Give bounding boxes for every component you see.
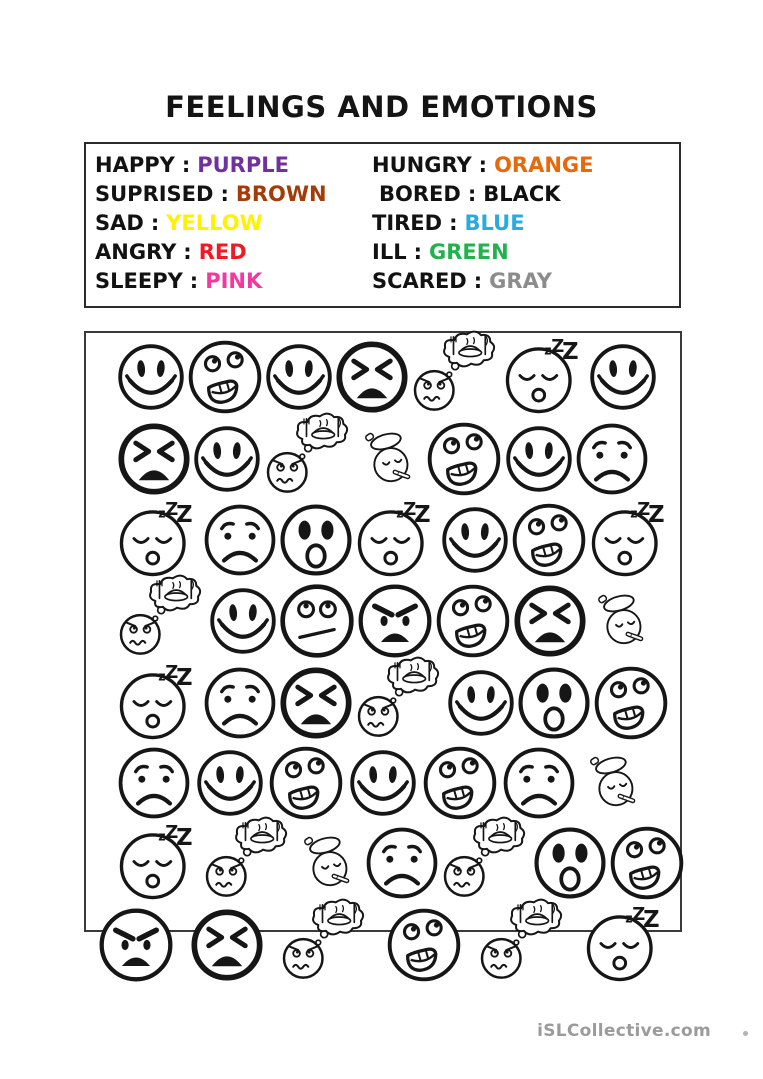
face-scared [421,744,499,822]
face-ill [294,828,364,898]
legend-separator: : [150,211,160,235]
svg-text:z: z [544,342,552,358]
face-sad [116,745,192,821]
svg-text:Z: Z [643,907,660,934]
svg-text:Z: Z [562,339,579,366]
face-surprised [516,665,592,741]
svg-text:Z: Z [176,665,193,692]
svg-text:z: z [630,505,638,521]
legend-item-happy [95,151,372,180]
svg-text:z: z [396,505,404,521]
face-row [86,500,680,580]
svg-text:Z: Z [403,499,417,521]
face-sad [574,421,650,497]
svg-text:Z: Z [637,499,651,521]
svg-text:z: z [158,505,166,521]
emotion-label: ILL [372,240,407,264]
legend-item-bored [372,180,594,209]
svg-text:Z: Z [165,822,179,844]
page-title: FEELINGS AND EMOTIONS [165,90,598,124]
legend-item-sleepy [95,267,372,296]
face-scared [186,338,264,416]
legend-item-hungry [372,151,594,180]
face-ill [580,748,650,818]
face-scared [267,744,345,822]
face-sleepy [502,331,588,417]
footer-dot [743,1031,748,1036]
legend-separator: : [189,269,199,293]
legend-separator: : [413,240,422,264]
face-angry-brows [97,906,175,984]
emotion-label: ANGRY [95,240,177,264]
face-angry [116,421,192,497]
face-angry-brows [356,582,434,660]
face-hungry [410,326,502,418]
face-hungry [202,812,294,904]
color-word: RED [198,240,247,264]
legend-item-angry [95,238,372,267]
emotion-label: SCARED [372,269,467,293]
legend-separator: : [220,182,229,206]
face-surprised [532,825,608,901]
emotion-label: TIRED [372,211,443,235]
svg-text:z: z [158,828,166,844]
face-happy [440,505,510,575]
face-bored [278,582,356,660]
face-angry [512,583,588,659]
svg-text:Z: Z [414,502,431,529]
face-angry [278,665,354,741]
color-word: BLACK [483,182,561,206]
face-row [86,336,680,418]
face-sad [202,665,278,741]
emotion-label: HAPPY [95,153,175,177]
face-angry [189,907,265,983]
legend-item-suprised [95,180,372,209]
face-row [86,580,680,662]
color-word: YELLOW [166,211,263,235]
color-word: ORANGE [494,153,594,177]
face-scared [510,501,588,579]
face-happy [446,668,516,738]
color-word: PURPLE [197,153,289,177]
faces-grid [84,331,682,932]
face-scared [434,582,512,660]
svg-text:Z: Z [551,336,565,358]
emotion-label: HUNGRY [372,153,472,177]
face-scared [385,906,463,984]
face-angry [334,339,410,415]
color-word: BROWN [235,182,327,206]
face-sleepy [583,899,669,985]
face-happy [348,748,418,818]
face-row [86,744,680,822]
legend-separator: : [473,269,483,293]
face-row [86,662,680,744]
color-word: BLUE [464,211,525,235]
face-scared [425,420,503,498]
face-hungry [440,812,532,904]
face-happy [504,424,574,494]
footer-brand: iSLCollective.com [537,1021,711,1041]
face-scared [608,824,686,902]
face-hungry [354,652,446,744]
face-sad [364,825,440,901]
face-sad [202,502,278,578]
svg-text:Z: Z [632,904,646,926]
emotion-label: SAD [95,211,144,235]
color-word: GREEN [428,240,509,264]
face-scared [592,664,670,742]
svg-text:Z: Z [648,502,665,529]
face-sleepy [588,494,674,580]
legend-item-sad [95,209,372,238]
face-ill [355,424,425,494]
color-word: PINK [205,269,263,293]
face-happy [116,342,186,412]
legend-item-tired [372,209,594,238]
face-surprised [278,502,354,578]
svg-text:Z: Z [165,499,179,521]
face-hungry [116,570,208,662]
face-sleepy [116,494,202,580]
emotion-label: BORED [379,182,461,206]
svg-text:z: z [158,668,166,684]
face-happy [192,424,262,494]
face-sad [501,745,577,821]
legend-column-left [95,151,372,306]
face-row [86,418,680,500]
svg-text:Z: Z [176,502,193,529]
legend-separator: : [181,153,191,177]
emotion-label: SUPRISED [95,182,214,206]
legend-separator: : [478,153,488,177]
emotion-label: SLEEPY [95,269,183,293]
face-sleepy [116,817,202,903]
face-row [86,904,680,986]
legend-item-scared [372,267,594,296]
color-word: GRAY [489,269,553,293]
face-happy [588,342,658,412]
face-happy [208,586,278,656]
face-ill [588,586,658,656]
svg-text:Z: Z [176,825,193,852]
face-hungry [279,894,371,986]
legend-item-ill [372,238,594,267]
face-sleepy [116,657,202,743]
legend-separator: : [449,211,458,235]
legend-separator: : [183,240,192,264]
face-happy [264,342,334,412]
face-sleepy [354,494,440,580]
face-row [86,822,680,904]
svg-text:Z: Z [165,662,179,684]
face-happy [195,748,265,818]
legend-box [84,142,681,308]
legend-separator: : [467,182,477,206]
legend-column-right [372,151,594,306]
face-hungry [263,408,355,500]
svg-text:z: z [625,910,633,926]
face-hungry [477,894,569,986]
